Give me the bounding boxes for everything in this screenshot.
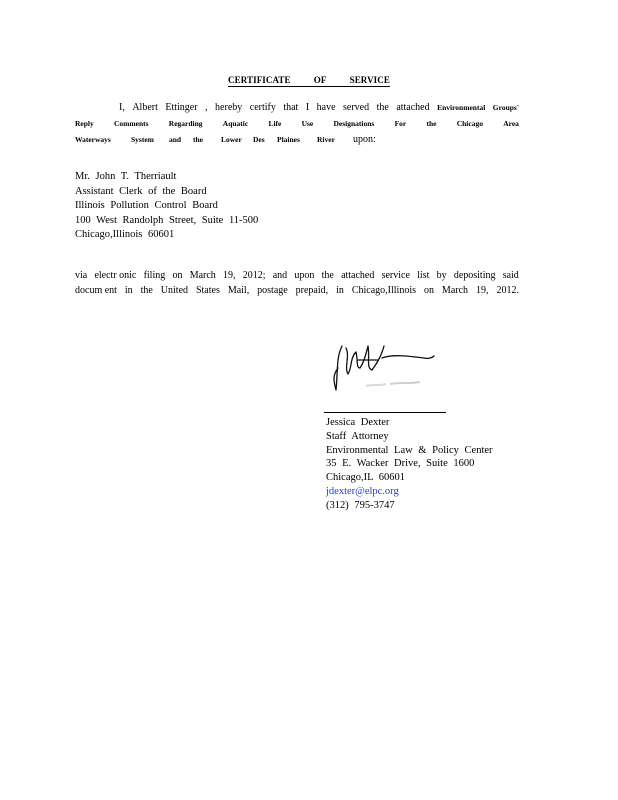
signer-phone: (312) 795-3747 — [326, 499, 395, 511]
handwritten-signature — [328, 338, 438, 398]
signer-block — [326, 416, 493, 513]
document-title — [228, 75, 390, 87]
signature-line — [324, 412, 446, 413]
recipient-street: 100 West Randolph Street, Suite 11-500 — [75, 214, 259, 226]
statement-line-1: I, Albert Ettinger , hereby certify that I have served the attached Environmental Groups' — [119, 102, 519, 113]
title-word-certificate: CERTIFICATE — [228, 75, 291, 85]
signer-street: 35 E. Wacker Drive, Suite 1600 — [326, 458, 475, 470]
service-line-1: via electr onic filing on March 19, 2012; and upon the attached service list by depositing said — [75, 270, 519, 281]
signer-name: Jessica Dexter — [326, 417, 390, 428]
signer-organization: Environmental Law & Policy Center — [326, 444, 493, 456]
signer-email-link[interactable]: jdexter@elpc.org — [326, 485, 399, 497]
statement-line-3: Waterways System and the Lower Des Plaines River upon: — [75, 134, 376, 145]
certification-statement — [75, 100, 519, 148]
title-word-service: SERVICE — [349, 75, 390, 85]
recipient-title: Assistant Clerk of the Board — [75, 185, 207, 197]
recipient-city-zip: Chicago,Illinois 60601 — [75, 229, 175, 240]
recipient-organization: Illinois Pollution Control Board — [75, 200, 218, 211]
statement-line-2: Reply Comments Regarding Aquatic Life Use Designations For the Chicago Area — [75, 119, 519, 128]
recipient-name: Mr. John T. Therriault — [75, 171, 177, 182]
signer-city-zip: Chicago,IL 60601 — [326, 472, 406, 484]
service-line-2: docum ent in the United States Mail, postage prepaid, in Chicago,Illinois on March 19, 2012. — [75, 285, 519, 296]
service-method-statement — [75, 268, 519, 298]
title-word-of: OF — [313, 75, 327, 85]
recipient-address-block — [75, 170, 258, 243]
signer-position: Staff Attorney — [326, 430, 389, 442]
